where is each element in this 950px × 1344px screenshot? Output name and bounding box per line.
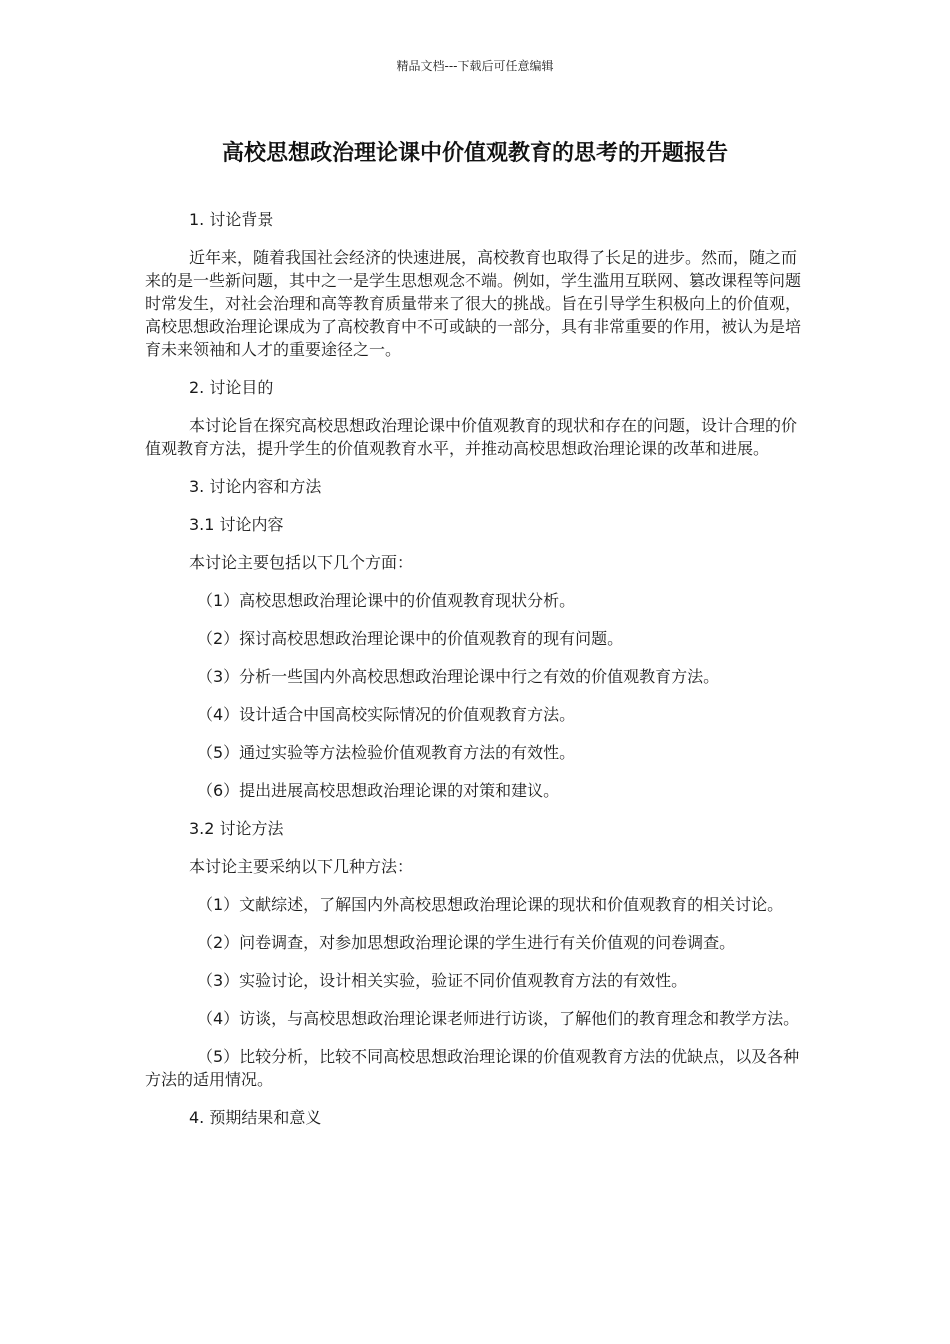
content-list-item: （5）通过实验等方法检验价值观教育方法的有效性。 <box>197 743 576 762</box>
section-2-body: 本讨论旨在探究高校思想政治理论课中价值观教育的现状和存在的问题，设计合理的价值观教育方法，提升学生的价值观教育水平，并推动高校思想政治理论课的改革和进展。 <box>145 416 798 458</box>
section-2-heading: 2. 讨论目的 <box>189 378 274 397</box>
section-1-heading: 1. 讨论背景 <box>189 210 274 229</box>
page-header: 精品文档---下载后可任意编辑 <box>396 59 554 73</box>
content-list-item: （4）设计适合中国高校实际情况的价值观教育方法。 <box>197 705 576 724</box>
content-list-item: （6）提出进展高校思想政治理论课的对策和建议。 <box>197 781 560 800</box>
section-3-1-intro: 本讨论主要包括以下几个方面： <box>189 553 414 572</box>
method-list-item: （1）文献综述，了解国内外高校思想政治理论课的现状和价值观教育的相关讨论。 <box>197 895 784 914</box>
method-list-item: （4）访谈，与高校思想政治理论课老师进行访谈，了解他们的教育理念和教学方法。 <box>197 1009 800 1028</box>
section-3-heading: 3. 讨论内容和方法 <box>189 477 322 496</box>
method-list-item: （2）问卷调查，对参加思想政治理论课的学生进行有关价值观的问卷调查。 <box>197 933 736 952</box>
document-body <box>145 208 805 1144</box>
section-3-2-heading: 3.2 讨论方法 <box>189 819 284 838</box>
section-3-1-heading: 3.1 讨论内容 <box>189 515 284 534</box>
method-list-item: （3）实验讨论，设计相关实验，验证不同价值观教育方法的有效性。 <box>197 971 688 990</box>
method-list-item: （5）比较分析，比较不同高校思想政治理论课的价值观教育方法的优缺点，以及各种方法的适用情况。 <box>145 1047 800 1089</box>
section-4-heading: 4. 预期结果和意义 <box>189 1108 322 1127</box>
content-list-item: （1）高校思想政治理论课中的价值观教育现状分析。 <box>197 591 576 610</box>
content-list-item: （3）分析一些国内外高校思想政治理论课中行之有效的价值观教育方法。 <box>197 667 720 686</box>
section-3-2-intro: 本讨论主要采纳以下几种方法： <box>189 857 414 876</box>
section-1-body: 近年来，随着我国社会经济的快速进展，高校教育也取得了长足的进步。然而，随之而来的是一些新问题，其中之一是学生思想观念不端。例如，学生滥用互联网、篡改课程等问题时常发生，对社会治理和高等教育质量带来了很大的挑战。旨在引导学生积极向上的价值观，高校思想政治理论课成为了高校教育中不可或缺的一部分，具有非常重要的作用，被认为是培育未来领袖和人才的重要途径之一。 <box>145 248 802 359</box>
content-list-item: （2）探讨高校思想政治理论课中的价值观教育的现有问题。 <box>197 629 624 648</box>
document-title: 高校思想政治理论课中价值观教育的思考的开题报告 <box>221 141 728 166</box>
